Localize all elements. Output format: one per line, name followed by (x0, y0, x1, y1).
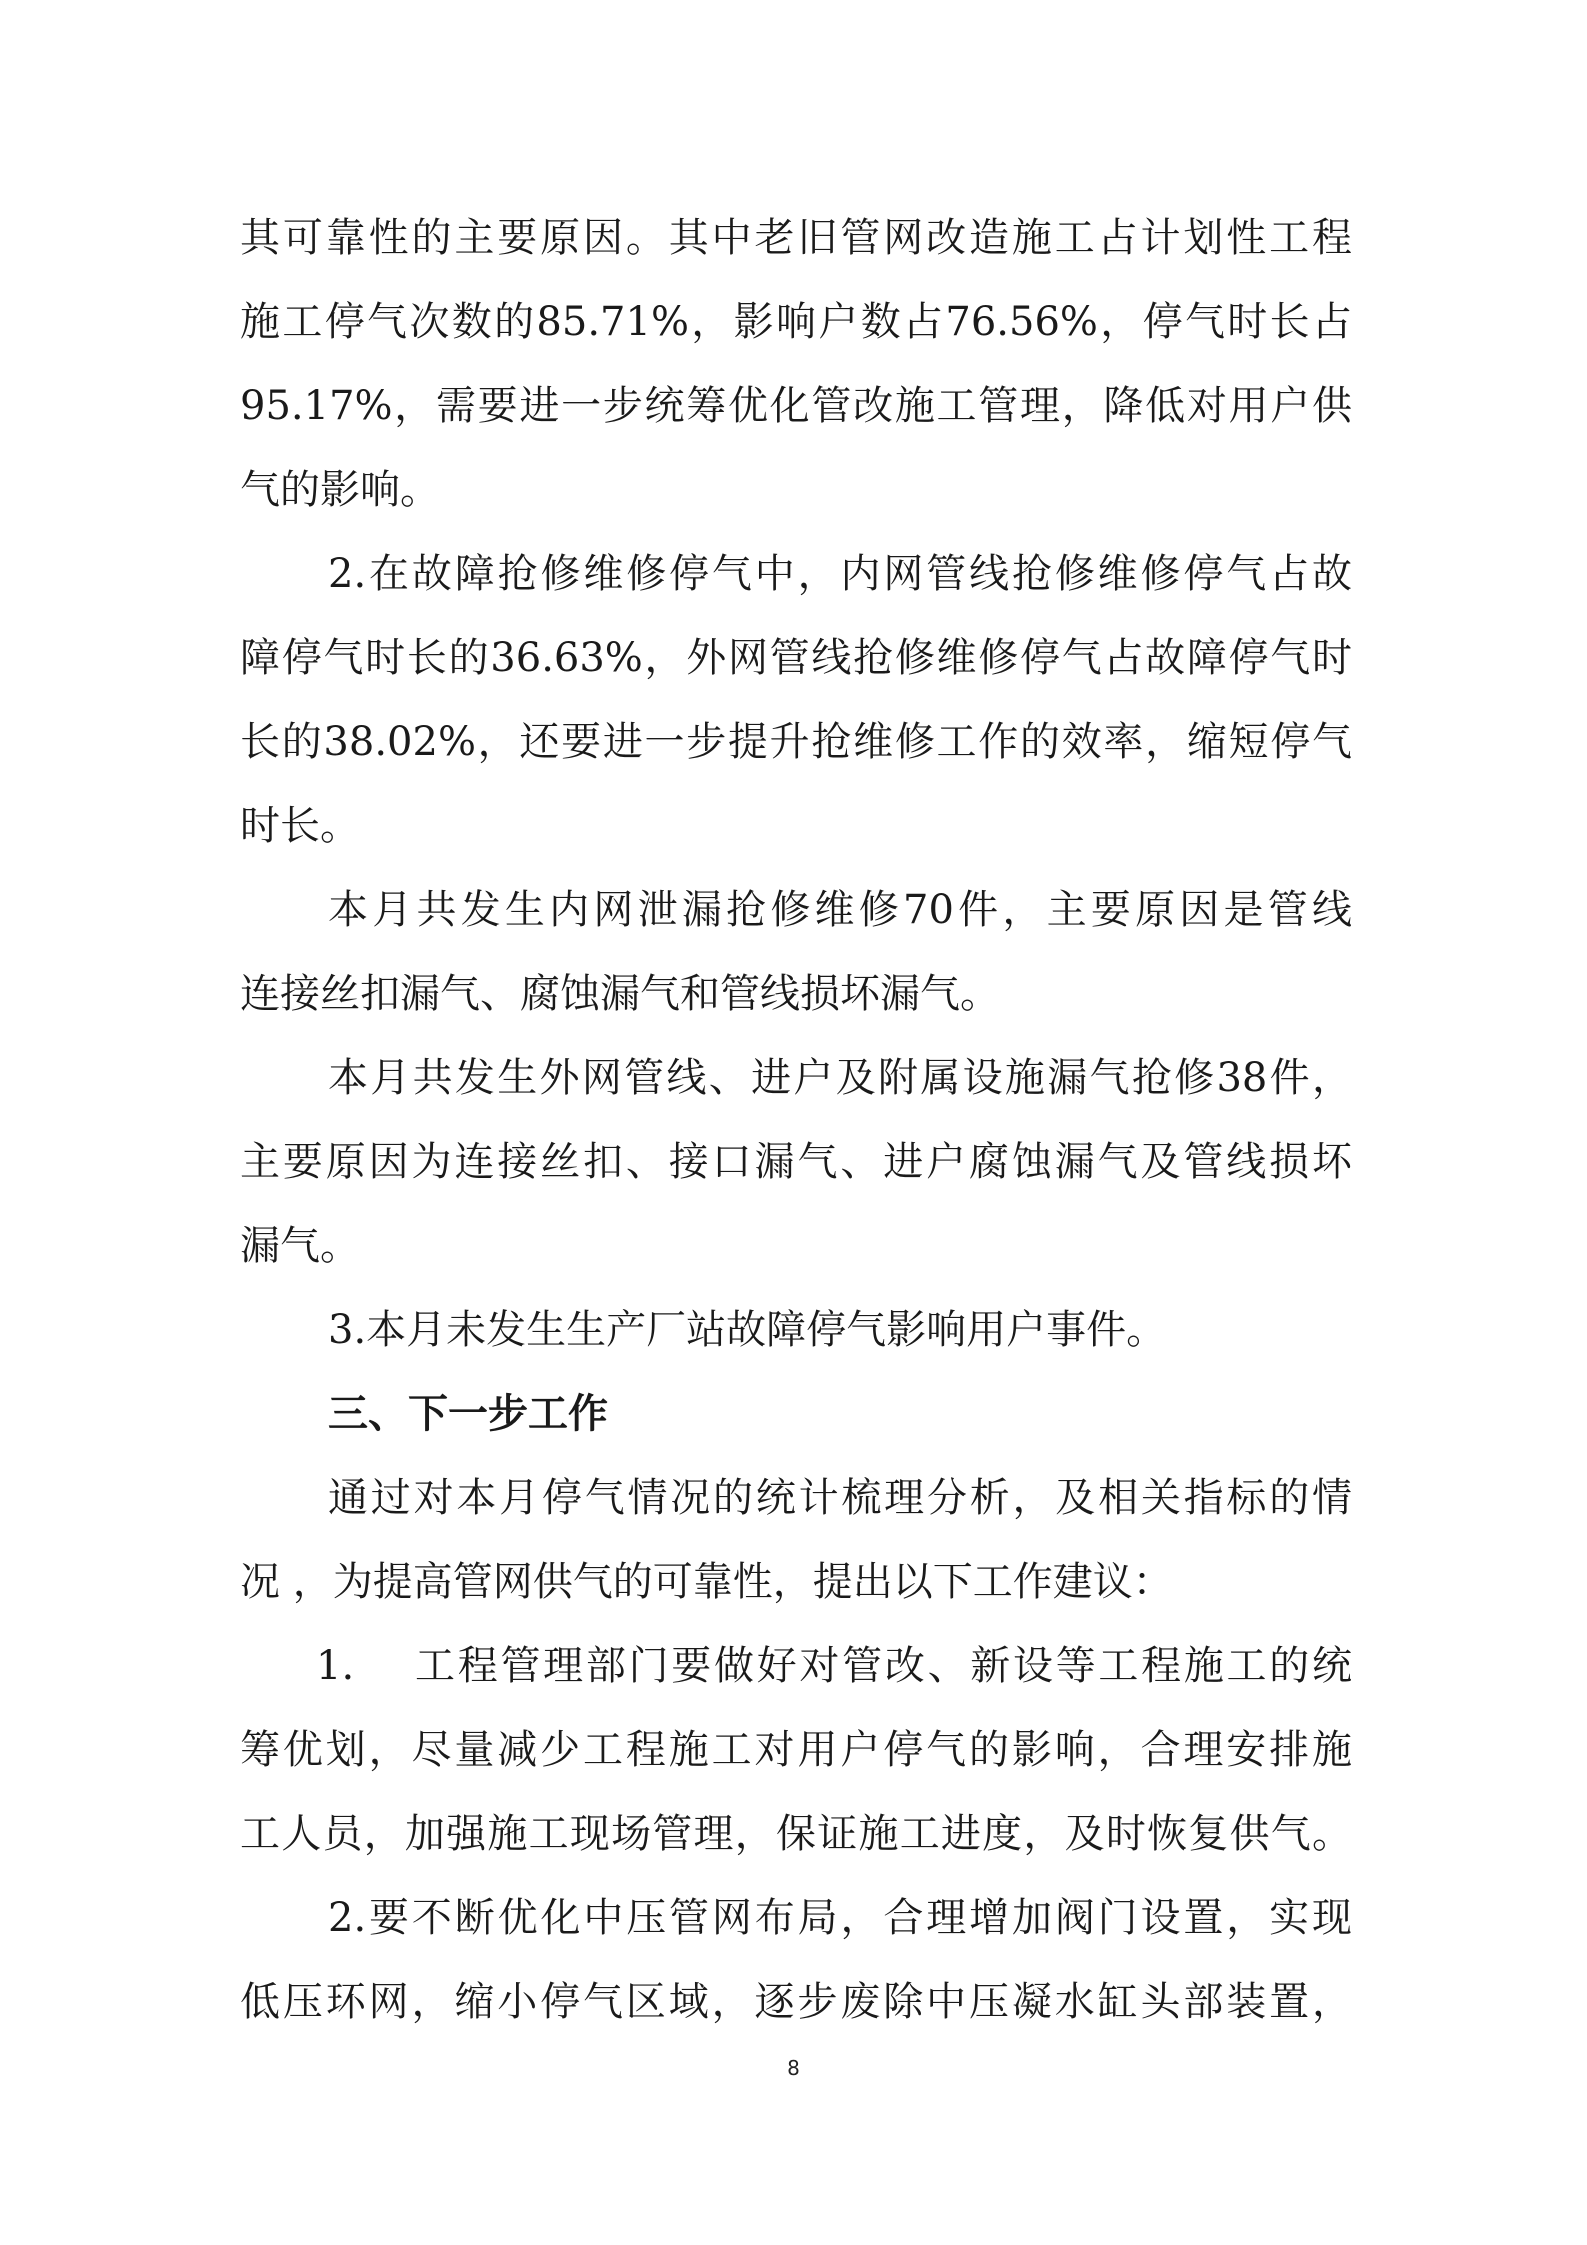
text-line: 其可靠性的主要原因。其中老旧管网改造施工占计划性工程 (240, 215, 1352, 261)
text-line: 筹优划，尽量减少工程施工对用户停气的影响，合理安排施 (240, 1727, 1352, 1773)
text-line: 通过对本月停气情况的统计梳理分析，及相关指标的情 (328, 1475, 1352, 1521)
text-line: 连接丝扣漏气、腐蚀漏气和管线损坏漏气。 (240, 971, 1000, 1017)
text-line: 气的影响。 (240, 467, 440, 513)
text-line: 况 ，为提高管网供气的可靠性，提出以下工作建议： (240, 1559, 1173, 1605)
text-line: 工人员，加强施工现场管理，保证施工进度，及时恢复供气。 (240, 1811, 1352, 1857)
text-line: 本月共发生内网泄漏抢修维修70件，主要原因是管线 (328, 887, 1352, 933)
text-line: 3.本月未发生生产厂站故障停气影响用户事件。 (328, 1307, 1167, 1353)
text-line: 长的38.02%，还要进一步提升抢维修工作的效率，缩短停气 (240, 719, 1352, 765)
text-line: 低压环网，缩小停气区域，逐步废除中压凝水缸头部装置， (240, 1979, 1352, 2025)
text-line: 95.17%，需要进一步统筹优化管改施工管理，降低对用户供 (240, 383, 1352, 429)
text-line: 障停气时长的36.63%，外网管线抢修维修停气占故障停气时 (240, 635, 1352, 681)
text-line: 主要原因为连接丝扣、接口漏气、进户腐蚀漏气及管线损坏 (240, 1139, 1352, 1185)
text-line: 2.要不断优化中压管网布局，合理增加阀门设置，实现 (328, 1895, 1352, 1941)
text-line: 时长。 (240, 803, 360, 849)
text-line: 漏气。 (240, 1223, 360, 1269)
section-heading: 三、下一步工作 (328, 1391, 608, 1437)
text-line: 1. 工程管理部门要做好对管改、新设等工程施工的统 (316, 1643, 1352, 1689)
text-line: 施工停气次数的85.71%，影响户数占76.56%，停气时长占 (240, 299, 1352, 345)
page-number: 8 (787, 2056, 800, 2080)
text-line: 2.在故障抢修维修停气中，内网管线抢修维修停气占故 (328, 551, 1352, 597)
text-line: 本月共发生外网管线、进户及附属设施漏气抢修38件， (328, 1055, 1352, 1101)
